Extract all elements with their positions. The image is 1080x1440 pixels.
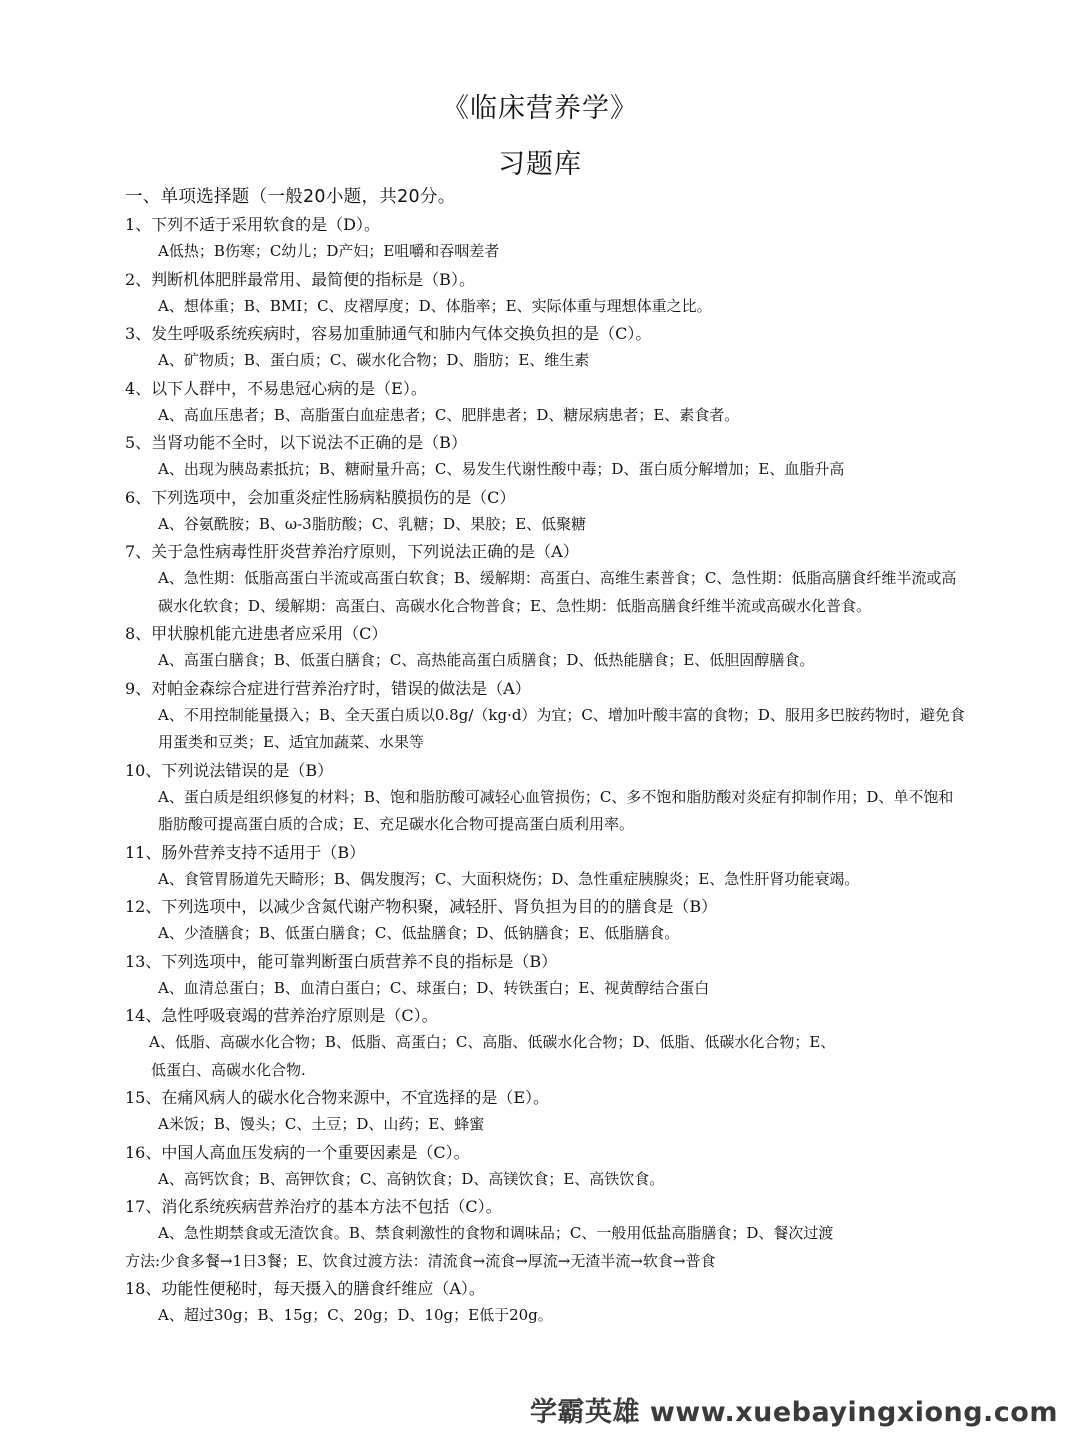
- question-10: 10、下列说法错误的是（B）: [125, 760, 334, 780]
- question-4-options: A、高血压患者；B、高脂蛋白血症患者；C、肥胖患者；D、糖尿病患者；E、素食者。: [158, 405, 740, 424]
- site-watermark: 学霸英雄 www.xuebayingxiong.com: [529, 1397, 1058, 1428]
- question-6-options: A、谷氨酰胺；B、ω-3脂肪酸；C、乳糖；D、果胶；E、低聚糖: [158, 514, 587, 533]
- question-5-options: A、出现为胰岛素抵抗；B、糖耐量升高；C、易发生代谢性酸中毒；D、蛋白质分解增加；E、血脂升高: [158, 460, 845, 478]
- question-17-options: [125, 1220, 965, 1275]
- question-1: 1、下列不适于采用软食的是（D）。: [125, 215, 381, 234]
- question-3-options: A、矿物质；B、蛋白质；C、碳水化合物；D、脂肪；E、维生素: [158, 351, 590, 369]
- question-5: 5、当肾功能不全时，以下说法不正确的是（B）: [125, 433, 467, 452]
- question-17-options-line-1: A、急性期禁食或无渣饮食。B、禁食刺激性的食物和调味品；C、一般用低盐高脂膳食；D、餐次过渡: [158, 1224, 834, 1242]
- question-7-options: A、急性期：低脂高蛋白半流或高蛋白软食；B、缓解期：高蛋白、高维生素普食；C、急性期：低脂高膳食纤维半流或高碳水化软食；D、缓解期：高蛋白、高碳水化合物普食；E、急性期：低脂高膳食纤维半流或高碳水化普食。: [158, 569, 957, 615]
- question-14-options-line-2: 低蛋白、高碳水化合物.: [151, 1060, 306, 1079]
- question-17: 17、消化系统疾病营养治疗的基本方法不包括（C）。: [125, 1197, 502, 1216]
- section-heading: 一、单项选择题（一般20小题，共20分。: [125, 187, 456, 207]
- question-14-options: [125, 1029, 965, 1084]
- question-8-options: A、高蛋白膳食；B、低蛋白膳食；C、高热能高蛋白质膳食；D、低热能膳食；E、低胆固醇膳食。: [158, 651, 815, 669]
- question-8: 8、甲状腺机能亢进患者应采用（C）: [125, 624, 388, 643]
- question-1-options: A低热；B伤寒；C幼儿；D产妇；E咀嚼和吞咽差者: [158, 242, 500, 260]
- question-16-options: A、高钙饮食；B、高钾饮食；C、高钠饮食；D、高镁饮食；E、高铁饮食。: [158, 1169, 665, 1188]
- document-subtitle: 习题库: [498, 149, 582, 180]
- question-9-options: A、不用控制能量摄入；B、全天蛋白质以0.8g/（kg·d）为宜；C、增加叶酸丰富的食物；D、服用多巴胺药物时，避免食用蛋类和豆类；E、适宜加蔬菜、水果等: [158, 705, 965, 751]
- question-10-options: A、蛋白质是组织修复的材料；B、饱和脂肪酸可减轻心血管损伤；C、多不饱和脂肪酸对炎症有抑制作用；D、单不饱和脂肪酸可提高蛋白质的合成；E、充足碳水化合物可提高蛋白质利用率。: [158, 787, 954, 833]
- question-13: 13、下列选项中，能可靠判断蛋白质营养不良的指标是（B）: [125, 951, 558, 971]
- question-9: 9、对帕金森综合症进行营养治疗时，错误的做法是（A）: [125, 678, 531, 698]
- question-18: 18、功能性便秘时，每天摄入的膳食纤维应（A）。: [125, 1279, 485, 1298]
- question-4: 4、以下人群中，不易患冠心病的是（E）。: [125, 378, 427, 398]
- question-6: 6、下列选项中，会加重炎症性肠病粘膜损伤的是（C）: [125, 487, 516, 507]
- question-7: 7、关于急性病毒性肝炎营养治疗原则，下列说法正确的是（A）: [125, 542, 579, 561]
- question-14-options-line-1: A、低脂、高碳水化合物；B、低脂、高蛋白；C、高脂、低碳水化合物；D、低脂、低碳水化合物；E、: [149, 1033, 836, 1051]
- question-2-options: A、想体重；B、BMI；C、皮褶厚度；D、体脂率；E、实际体重与理想体重之比。: [158, 296, 712, 315]
- question-3: 3、发生呼吸系统疾病时，容易加重肺通气和肺内气体交换负担的是（C）。: [125, 324, 652, 343]
- question-12: 12、下列选项中，以减少含氮代谢产物积聚，减轻肝、肾负担为目的的膳食是（B）: [125, 897, 718, 916]
- question-17-options-line-2: 方法:少食多餐→1日3餐；E、饮食过渡方法：清流食→流食→厚流→无渣半流→软食→普食: [125, 1251, 716, 1270]
- question-2: 2、判断机体肥胖最常用、最简便的指标是（B）。: [125, 269, 475, 289]
- question-11-options: A、食管胃肠道先天畸形；B、偶发腹泻；C、大面积烧伤；D、急性重症胰腺炎；E、急性肝肾功能衰竭。: [158, 869, 860, 888]
- question-16: 16、中国人高血压发病的一个重要因素是（C）。: [125, 1142, 470, 1162]
- question-15-options: A米饭；B、馒头；C、土豆；D、山药；E、蜂蜜: [158, 1115, 485, 1133]
- question-11: 11、肠外营养支持不适用于（B）: [125, 842, 366, 862]
- question-14: 14、急性呼吸衰竭的营养治疗原则是（C）。: [125, 1006, 438, 1025]
- question-18-options: A、超过30g；B、15g；C、20g；D、10g；E低于20g。: [158, 1306, 553, 1324]
- question-13-options: A、血清总蛋白；B、血清白蛋白；C、球蛋白；D、转铁蛋白；E、视黄醇结合蛋白: [158, 978, 710, 997]
- question-list: [125, 184, 965, 1330]
- document-title: 《临床营养学》: [442, 93, 638, 124]
- question-12-options: A、少渣膳食；B、低蛋白膳食；C、低盐膳食；D、低钠膳食；E、低脂膳食。: [158, 924, 680, 942]
- question-15: 15、在痛风病人的碳水化合物来源中，不宜选择的是（E）。: [125, 1088, 550, 1107]
